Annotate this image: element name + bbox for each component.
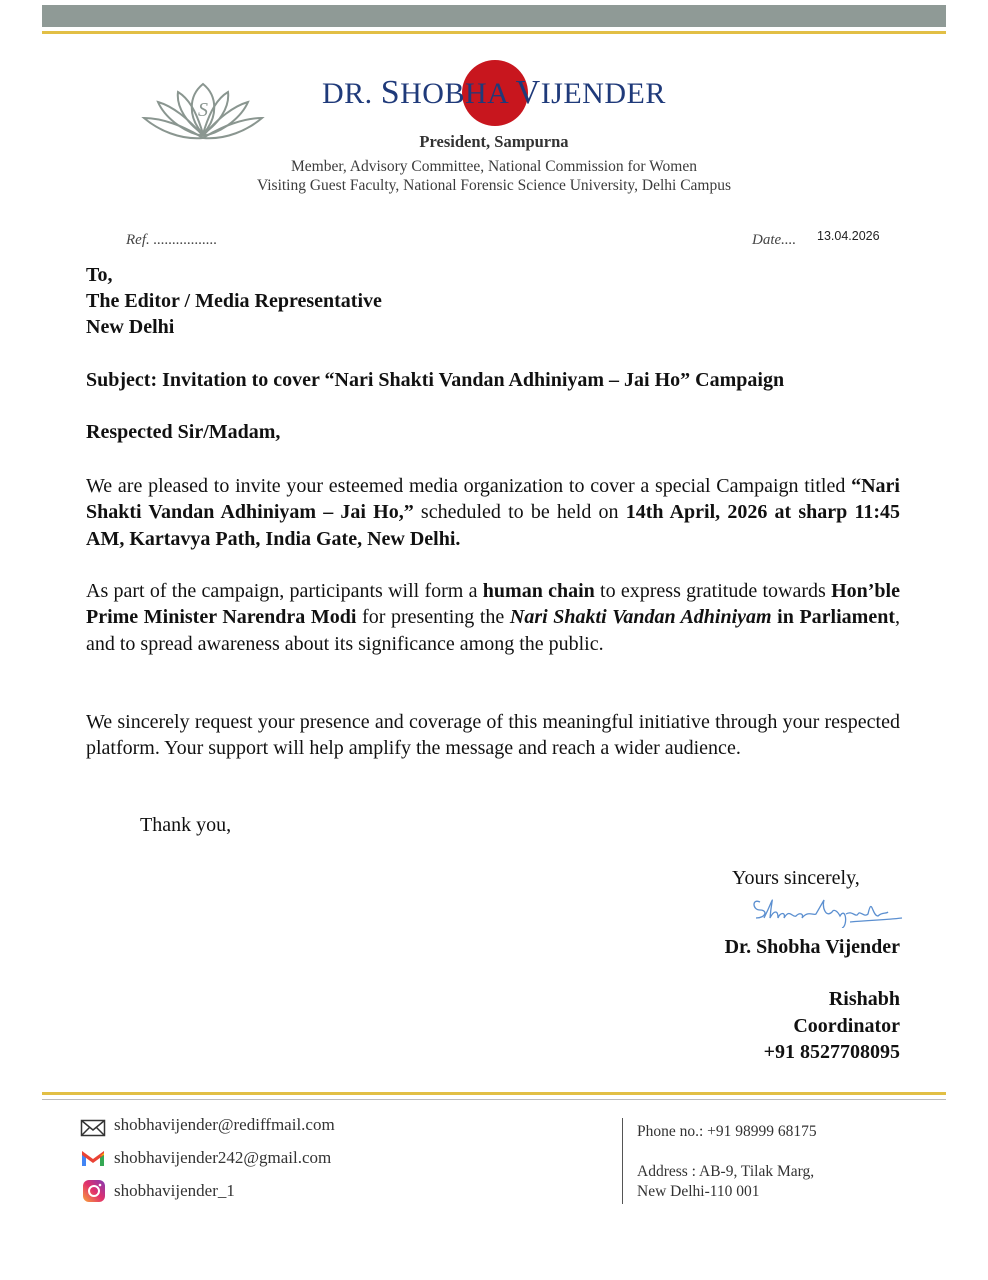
- p1-text-1: We are pleased to invite your esteemed media organization to cover a special Campaign titled: [86, 475, 852, 497]
- footer-phone: Phone no.: +91 98999 68175: [637, 1123, 817, 1140]
- salutation: Respected Sir/Madam,: [86, 421, 281, 443]
- p1-campaign-title: “Nari Shakti Vandan Adhiniyam – Jai Ho,”: [86, 475, 900, 524]
- instagram-icon: [80, 1180, 106, 1202]
- address-to: To,: [86, 264, 113, 286]
- coordinator-phone: +91 8527708095: [763, 1041, 900, 1063]
- p2-text-2: to express gratitude towards: [594, 580, 832, 602]
- gmail-icon: [80, 1147, 106, 1169]
- thank-you: Thank you,: [140, 814, 232, 836]
- footer-gray-line: [42, 1099, 946, 1100]
- instagram-handle: shobhavijender_1: [114, 1181, 235, 1200]
- email-gmail: shobhavijender242@gmail.com: [114, 1148, 332, 1167]
- designation-line-2: Visiting Guest Faculty, National Forensic Science University, Delhi Campus: [256, 177, 732, 194]
- signatory-name: Dr. Shobha Vijender: [724, 936, 900, 958]
- body-paragraph-1: [86, 473, 900, 552]
- subject-line: Subject: Invitation to cover “Nari Shakti Vandan Adhiniyam – Jai Ho” Campaign: [86, 369, 785, 391]
- footer-gold-line: [42, 1092, 946, 1095]
- header-gold-line: [42, 31, 946, 34]
- footer-address-line-2: New Delhi-110 001: [637, 1183, 760, 1200]
- p1-text-2: scheduled to be held on: [413, 501, 626, 524]
- name-prefix: DR.: [322, 77, 381, 110]
- footer-address-line-1: Address : AB-9, Tilak Marg,: [637, 1163, 815, 1180]
- yours-sincerely: Yours sincerely,: [732, 867, 860, 889]
- p1-event-details: 14th April, 2026 at sharp 11:45 AM, Kartavya Path, India Gate, New Delhi.: [86, 501, 900, 550]
- handwritten-signature: [746, 888, 906, 928]
- p2-text-3: for presenting the: [356, 606, 510, 629]
- name-initial-s: S: [380, 74, 401, 111]
- name-hobha: HOBHA: [400, 77, 516, 110]
- email-rediffmail: shobhavijender@rediffmail.com: [114, 1115, 335, 1134]
- body-paragraph-2: [86, 578, 900, 657]
- p2-human-chain: human chain: [482, 580, 595, 602]
- footer-divider: [622, 1118, 623, 1204]
- date-label: Date....: [752, 232, 797, 248]
- letterhead-name: [322, 74, 682, 118]
- body-paragraph-3: We sincerely request your presence and coverage of this meaningful initiative through your respected platform. Your support will help amplify the message and reach a wider audience.: [86, 711, 900, 760]
- name-initial-v: V: [515, 74, 541, 111]
- p2-act-name: Nari Shakti Vandan Adhiniyam: [509, 606, 772, 629]
- position-title: President, Sampurna: [419, 132, 569, 151]
- p2-text-4: , and to spread awareness about its significance among the public.: [86, 606, 900, 655]
- address-recipient: The Editor / Media Representative: [86, 290, 382, 312]
- coordinator-name: Rishabh: [828, 988, 900, 1010]
- svg-text:S: S: [198, 99, 208, 121]
- address-city: New Delhi: [86, 316, 175, 338]
- p2-parliament: in Parliament: [771, 606, 895, 629]
- p2-text-1: As part of the campaign, participants will form a: [86, 580, 483, 602]
- coordinator-role: Coordinator: [793, 1015, 900, 1037]
- designation-line-1: Member, Advisory Committee, National Commission for Women: [291, 158, 697, 175]
- header-top-bar: [42, 5, 946, 27]
- p2-pm-name: Hon’ble Prime Minister Narendra Modi: [86, 580, 900, 629]
- name-ijender: IJENDER: [540, 77, 666, 110]
- mail-icon: [80, 1117, 106, 1139]
- ref-label: Ref. .................: [126, 232, 218, 248]
- date-value: 13.04.2026: [817, 229, 880, 243]
